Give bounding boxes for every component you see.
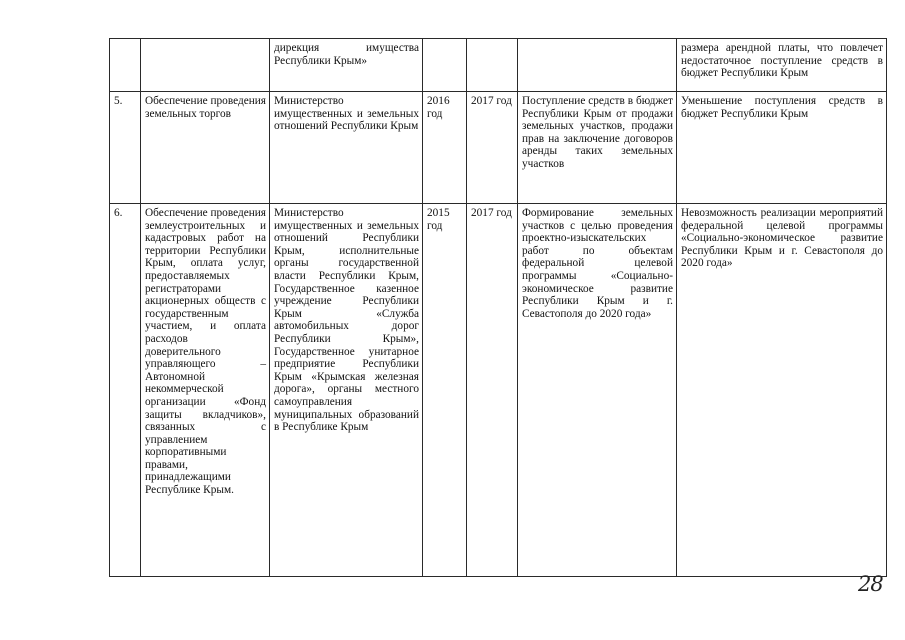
end-year-cell: 2017 год — [467, 92, 518, 204]
table-row — [110, 39, 887, 92]
table-row — [110, 204, 887, 577]
table-row — [110, 92, 887, 204]
row-number-cell: 6. — [110, 204, 141, 577]
end-year-cell: 2017 год — [467, 204, 518, 577]
result-cell: Формирование земельных участков с целью проведения проектно-изыскательских работ по объектам федеральной целевой программы «Социально-экономическое развитие Республики Крым и г. Севастополя до 2020 года» — [518, 204, 677, 577]
measure-cell — [141, 39, 270, 92]
row-number-cell: 5. — [110, 92, 141, 204]
handwritten-page-number: 28 — [858, 572, 883, 596]
row-number-cell — [110, 39, 141, 92]
consequences-cell: Уменьшение поступления средств в бюджет Республики Крым — [677, 92, 887, 204]
result-cell: Поступление средств в бюджет Республики Крым от продажи земельных участков, продажи прав на заключение договоров аренды таких земельных участков — [518, 92, 677, 204]
measures-table — [109, 38, 887, 577]
consequences-cell: Невозможность реализации мероприятий федеральной целевой программы «Социально-экономическое развитие Республики Крым и г. Севастополя до 2020 года» — [677, 204, 887, 577]
measure-cell: Обеспечение проведения земельных торгов — [141, 92, 270, 204]
end-year-cell — [467, 39, 518, 92]
measure-cell: Обеспечение проведения землеустроительных и кадастровых работ на территории Республики Крым, оплата услуг, предоставляемых регистраторами акционерных обществ с государственным участием, и оплата расходов доверительного управляющего – Автономной некоммерческой организации «Фонд защиты вкладчиков», связанных с управлением корпоративными правами, принадлежащими Республике Крым. — [141, 204, 270, 577]
executor-cell: Министерство имущественных и земельных отношений Республики Крым, исполнительные органы государственной власти Республики Крым, Государственное казенное учреждение Республики Крым «Служба автомобильных дорог Республики Крым», Государственное унитарное предприятие Республики Крым «Крымская железная дорога», органы местного самоуправления муниципальных образований в Республике Крым — [270, 204, 423, 577]
start-year-cell — [423, 39, 467, 92]
executor-cell: Министерство имущественных и земельных отношений Республики Крым — [270, 92, 423, 204]
executor-cell: дирекция имущества Республики Крым» — [270, 39, 423, 92]
result-cell — [518, 39, 677, 92]
consequences-cell: размера арендной платы, что повлечет недостаточное поступление средств в бюджет Республики Крым — [677, 39, 887, 92]
start-year-cell: 2015 год — [423, 204, 467, 577]
start-year-cell: 2016 год — [423, 92, 467, 204]
